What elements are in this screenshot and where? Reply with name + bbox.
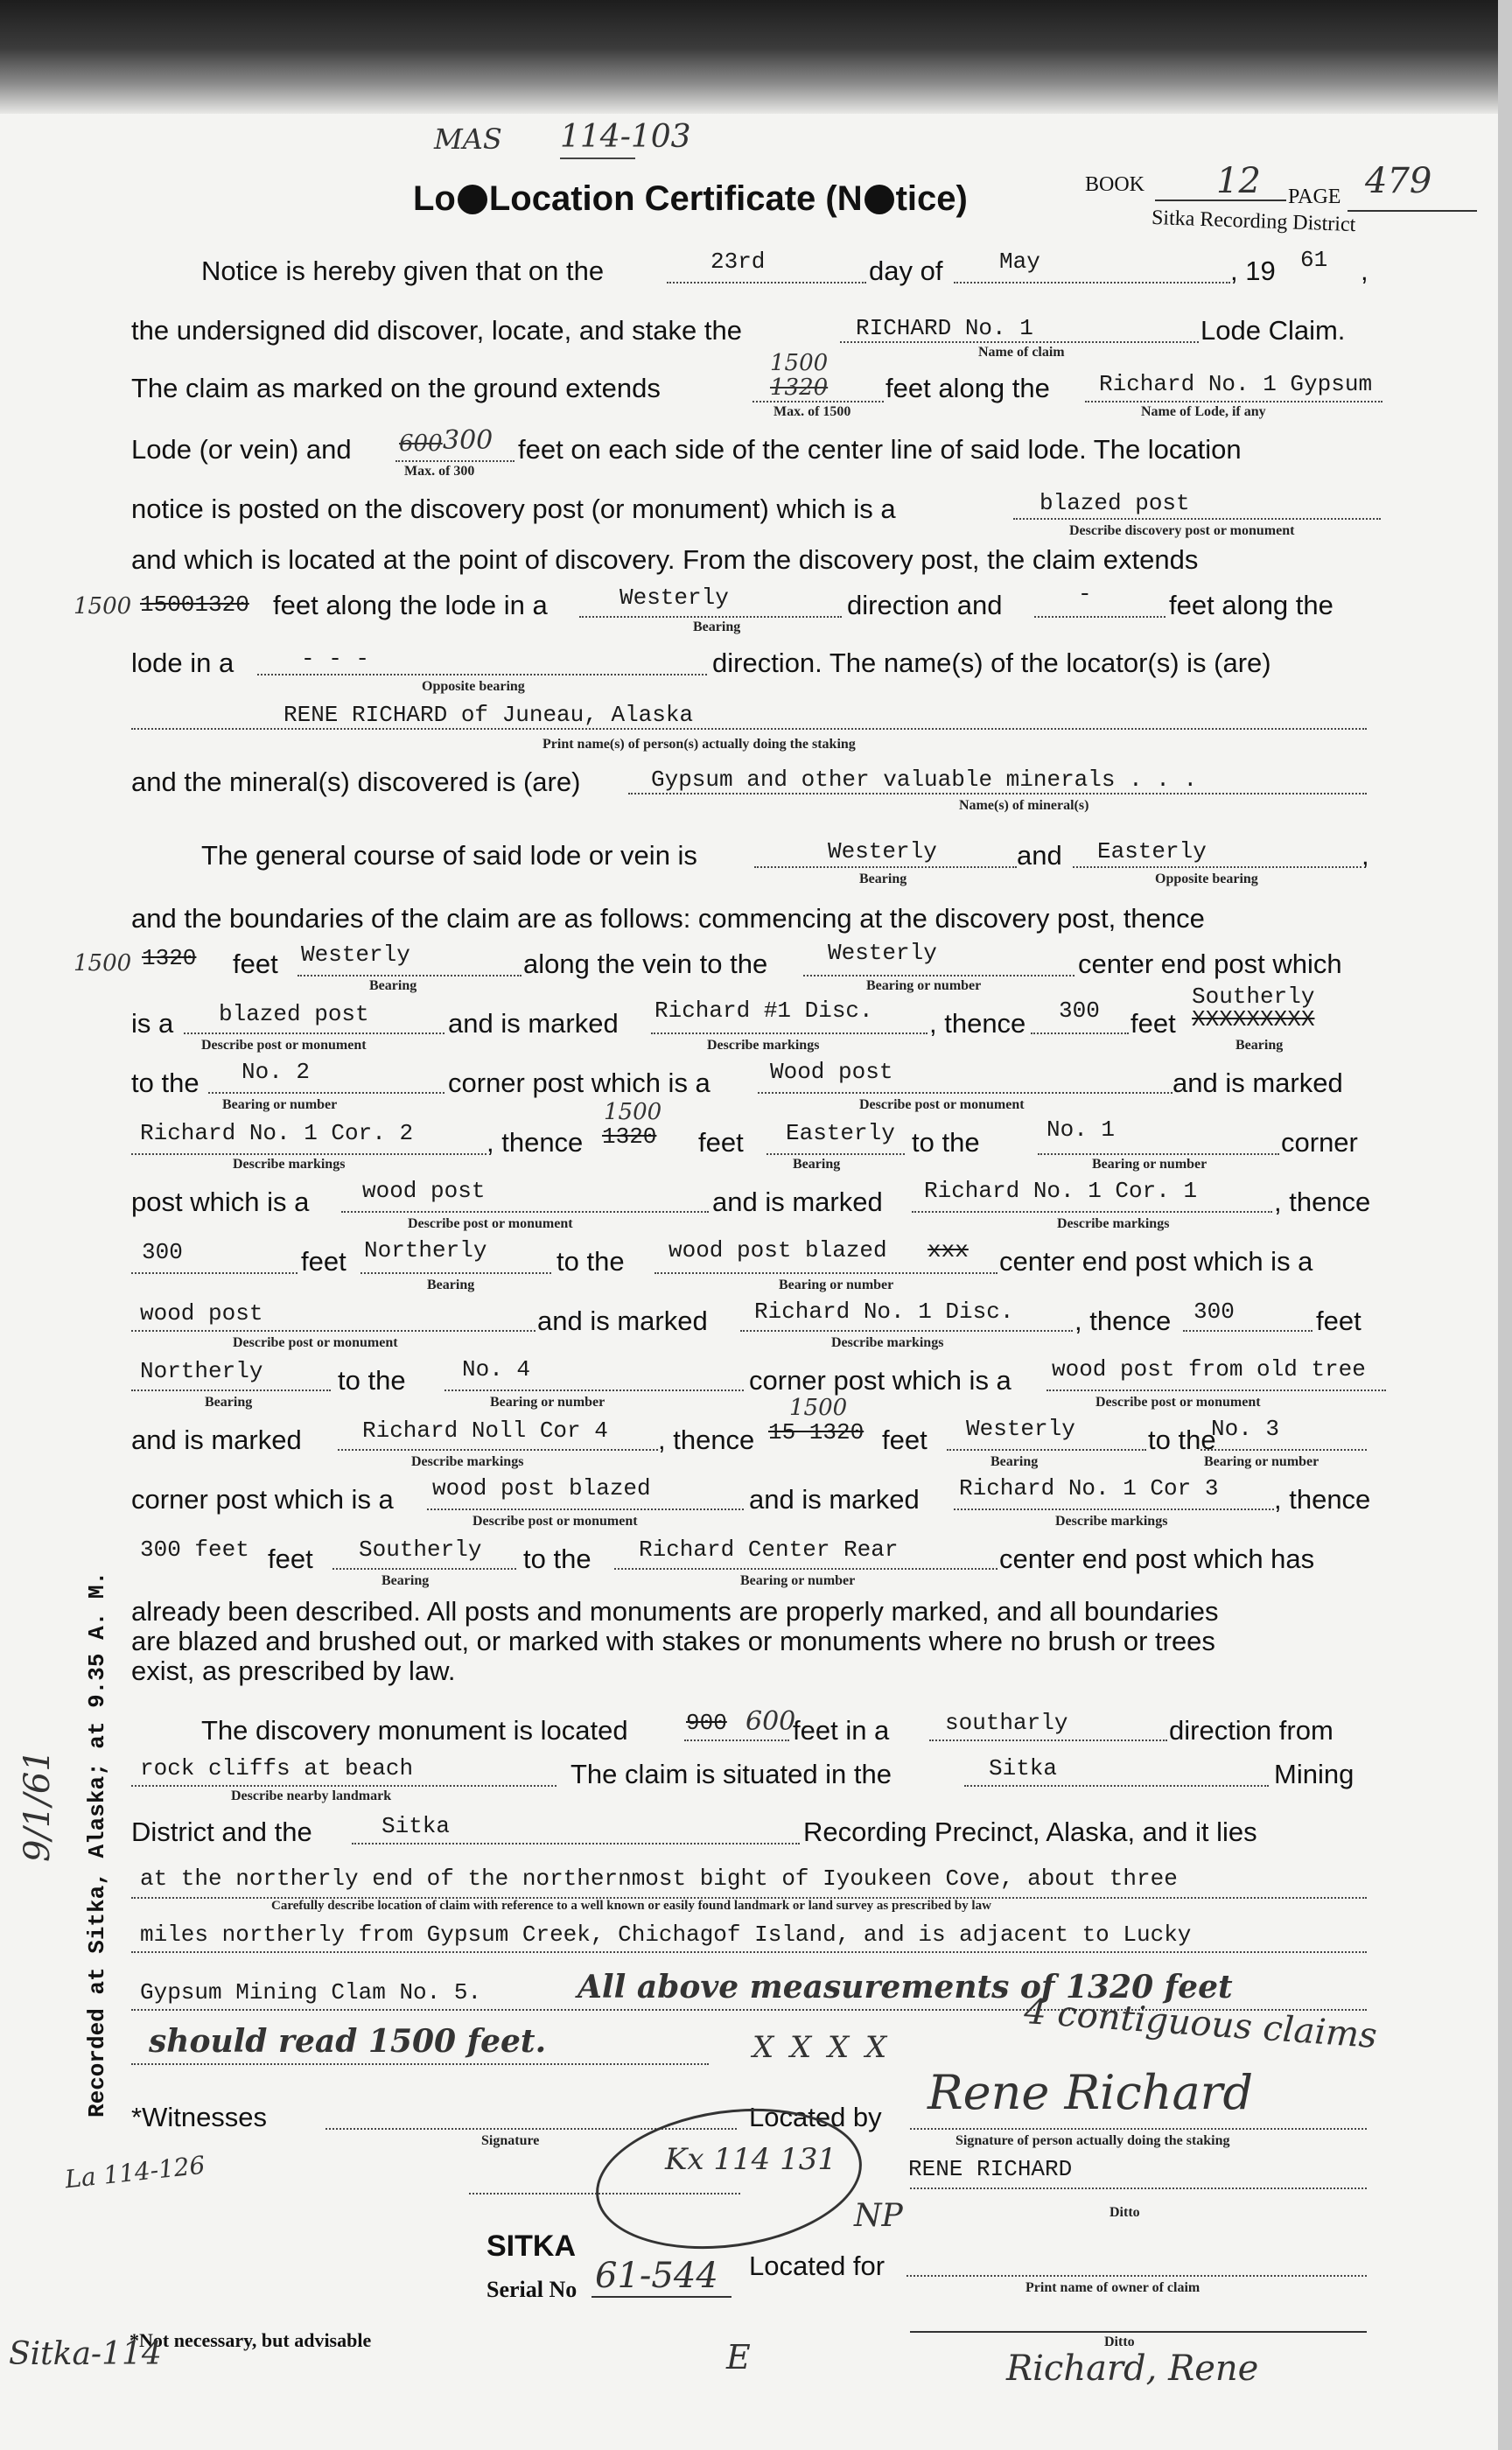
text: to the <box>556 1246 625 1277</box>
text: along the vein to the <box>523 948 768 979</box>
caption: Carefully describe location of claim with reference to a well known or easily found landmark or land survey as prescribed by law <box>271 1899 991 1913</box>
extends-new: 1500 <box>770 350 829 376</box>
r7-post: wood post <box>140 1300 263 1326</box>
blank-line <box>1046 1390 1386 1391</box>
precinct-value: Sitka <box>382 1813 451 1839</box>
blank-line <box>1085 401 1382 402</box>
r10-marking: Richard No. 1 Cor 3 <box>959 1475 1219 1502</box>
blank-line <box>184 1032 444 1034</box>
r4-strike: 1320 <box>602 1124 657 1150</box>
caption: Opposite bearing <box>422 679 525 694</box>
r9-strike: 15 1320 <box>768 1419 864 1446</box>
text: and <box>1017 840 1062 871</box>
text: Lode (or vein) and <box>131 434 352 465</box>
locator: RENE RICHARD of Juneau, Alaska <box>284 702 694 728</box>
ext-hand: 1500 <box>74 593 132 620</box>
footnote: *Not necessary, but advisable <box>130 2329 372 2351</box>
blank-line <box>1073 866 1362 868</box>
locator-signature: Rene Richard <box>928 2065 1254 2120</box>
r4-marking: Richard No. 1 Cor. 2 <box>140 1120 414 1146</box>
blank-line <box>1031 1032 1129 1034</box>
blank-line <box>684 1740 789 1741</box>
page-line <box>1348 210 1477 212</box>
text: to the <box>131 1068 200 1098</box>
disc-strike: 900 <box>686 1710 727 1736</box>
caption: Signature of person actually doing the staking <box>956 2133 1230 2148</box>
blank-line <box>1200 1449 1367 1451</box>
width-old: 600 <box>399 430 443 457</box>
handwritten-correction: All above measurements of 1320 feet <box>578 1969 1233 2006</box>
text: center end post which is a <box>999 1246 1313 1277</box>
day-value: 23rd <box>710 248 766 275</box>
caption: Bearing <box>382 1573 430 1588</box>
r2-feet: 300 <box>1059 998 1100 1024</box>
mas-underline <box>560 158 635 159</box>
serial-label: Serial No <box>486 2277 578 2302</box>
caption: Bearing or number <box>779 1278 894 1292</box>
text: , thence <box>1074 1306 1172 1336</box>
r9-bearing: Westerly <box>966 1416 1075 1442</box>
r2-strike: XXXXXXXXX <box>1192 1006 1315 1032</box>
text: feet in a <box>793 1715 890 1746</box>
blank-line <box>654 1272 998 1274</box>
text: direction from <box>1169 1715 1334 1746</box>
blank-line <box>964 1785 1269 1787</box>
text: and is marked <box>448 1008 619 1039</box>
text: feet along the <box>1169 590 1334 620</box>
blank-line <box>1034 616 1166 618</box>
comma: , <box>1362 840 1369 871</box>
page-label: PAGE <box>1288 186 1341 208</box>
blank-line <box>257 674 707 676</box>
r2-bearing: Southerly <box>1192 984 1315 1010</box>
blank-line <box>332 1568 516 1570</box>
blank-line <box>954 1508 1274 1510</box>
r5-post: wood post <box>362 1178 486 1204</box>
blank-line <box>947 1449 1146 1451</box>
undersigned-text: the undersigned did discover, locate, and stake the <box>131 315 742 346</box>
comma: , <box>1361 256 1368 286</box>
caption: Bearing <box>1236 1038 1284 1053</box>
r1-hand: 1500 <box>74 950 132 976</box>
text: feet along the lode in a <box>273 590 548 620</box>
blank-line <box>1013 518 1381 520</box>
text: and which is located at the point of discovery. From the discovery post, the claim extends <box>131 544 1199 575</box>
np-mark: NP <box>854 2198 903 2234</box>
caption: Describe post or monument <box>233 1335 398 1350</box>
witnesses-label: *Witnesses <box>131 2102 268 2132</box>
caption: Describe post or monument <box>1096 1395 1261 1410</box>
blank-line <box>131 1785 556 1787</box>
book-value: 12 <box>1216 161 1261 201</box>
r10-post: wood post blazed <box>432 1475 651 1502</box>
width-new: 300 <box>443 425 494 456</box>
location-line-3: Gypsum Mining Clam No. 5. <box>140 1979 482 2006</box>
minerals: Gypsum and other valuable minerals . . . <box>651 766 1198 793</box>
text: to the <box>1148 1424 1216 1455</box>
text: , thence <box>658 1424 755 1455</box>
r3-corner: No. 2 <box>242 1059 311 1085</box>
scan-shadow-strip <box>0 0 1498 114</box>
bottom-mark: E <box>726 2338 751 2376</box>
blank-line <box>208 1092 444 1094</box>
signature-line <box>910 2128 1367 2130</box>
text: and the mineral(s) discovered is (are) <box>131 766 581 797</box>
r6-feet: 300 <box>142 1239 183 1265</box>
caption: Name of Lode, if any <box>1141 404 1266 419</box>
disc-dir: southarly <box>945 1710 1068 1736</box>
text: and the boundaries of the claim are as follows: commencing at the discovery post, thence <box>131 903 1205 934</box>
text: , thence <box>929 1008 1026 1039</box>
landmark: rock cliffs at beach <box>140 1755 414 1782</box>
ditto-line-2 <box>910 2331 1367 2333</box>
text: feet <box>1130 1008 1176 1039</box>
r2-marking: Richard #1 Disc. <box>654 998 873 1024</box>
blank-line <box>651 1032 928 1034</box>
blank-line <box>444 1390 744 1391</box>
day-of: day of <box>869 256 943 286</box>
course-2: Easterly <box>1097 838 1207 864</box>
text: The general course of said lode or vein is <box>201 840 697 871</box>
extends-text: The claim as marked on the ground extends <box>131 373 661 403</box>
caption: Describe post or monument <box>472 1514 638 1529</box>
text: corner post which is a <box>448 1068 710 1098</box>
disc-new: 600 <box>746 1706 796 1737</box>
owner-line <box>906 2275 1367 2277</box>
caption: Name(s) of mineral(s) <box>959 798 1089 813</box>
mas-label: MAS <box>434 122 502 156</box>
recorded-date: 9/1/61 <box>18 1749 58 1862</box>
claim-name: RICHARD No. 1 <box>856 315 1033 341</box>
text: The discovery monument is located <box>201 1715 628 1746</box>
located-for-label: Located for <box>749 2250 886 2281</box>
blank-line <box>131 1951 1367 1953</box>
text: feet <box>268 1544 313 1574</box>
r9-hand: 1500 <box>789 1395 848 1421</box>
text: exist, as prescribed by law. <box>131 1656 456 1686</box>
blank-line <box>954 282 1230 284</box>
r4-corner: No. 1 <box>1046 1116 1116 1143</box>
caption: Bearing <box>990 1454 1039 1469</box>
blank-line <box>341 1211 709 1213</box>
caption: Bearing <box>205 1395 253 1410</box>
text: Recording Precinct, Alaska, and it lies <box>803 1816 1257 1847</box>
blank-line <box>1038 1153 1279 1155</box>
blank-line <box>1183 1330 1312 1332</box>
text: , thence <box>1274 1186 1371 1217</box>
r4-hand: 1500 <box>604 1099 662 1125</box>
caption: Print name of owner of claim <box>1026 2280 1200 2295</box>
caption: Bearing or number <box>1204 1454 1320 1469</box>
handwritten-correction: should read 1500 feet. <box>149 2023 547 2060</box>
text: center end post which <box>1078 948 1342 979</box>
punch-hole-icon <box>458 185 487 214</box>
text: and is marked <box>1172 1068 1343 1098</box>
text: and is marked <box>131 1424 302 1455</box>
text: direction and <box>847 590 1003 620</box>
ditto-line <box>910 2188 1367 2189</box>
title: Lo Location Certificate (N tice) <box>413 179 968 218</box>
blank-line <box>614 1568 998 1570</box>
r2-post: blazed post <box>219 1001 369 1027</box>
serial-value: 61-544 <box>595 2256 718 2296</box>
blank-line <box>766 1153 905 1155</box>
caption: Describe post or monument <box>859 1097 1025 1112</box>
location-line-1: at the northerly end of the northernmost bight of Iyoukeen Cove, about three <box>140 1866 1178 1892</box>
caption: Describe post or monument <box>201 1038 367 1053</box>
blank-line <box>840 341 1199 343</box>
text: to the <box>912 1127 980 1158</box>
r11-to: Richard Center Rear <box>639 1536 899 1563</box>
text: feet <box>301 1246 346 1277</box>
handwritten-x-marks: X X X X <box>752 2030 891 2065</box>
r7-marking: Richard No. 1 Disc. <box>754 1298 1014 1325</box>
sitka-label: SITKA <box>486 2230 576 2263</box>
caption: Ditto <box>1104 2334 1135 2349</box>
blank-line <box>338 1449 658 1451</box>
text: and is marked <box>749 1484 920 1515</box>
caption: Describe discovery post or monument <box>1069 523 1295 538</box>
blank-line <box>912 1211 1272 1213</box>
blank-line <box>758 1092 1172 1094</box>
r7-feet: 300 <box>1194 1298 1235 1325</box>
text: lode in a <box>131 648 234 678</box>
caption: Opposite bearing <box>1155 872 1258 886</box>
text: The claim is situated in the <box>570 1759 892 1789</box>
caption: Describe markings <box>707 1038 820 1053</box>
lode-name: Richard No. 1 Gypsum <box>1099 371 1373 397</box>
r6-to: wood post blazed <box>668 1237 887 1264</box>
post-desc: blazed post <box>1040 490 1190 516</box>
serial-line <box>592 2296 732 2298</box>
blank-line <box>579 616 842 618</box>
caption: Max. of 300 <box>404 464 475 479</box>
r9-corner: No. 3 <box>1211 1416 1280 1442</box>
caption: Describe markings <box>831 1335 944 1350</box>
stamp-reference: Kx 114 131 <box>665 2142 836 2177</box>
lode-claim-label: Lode Claim. <box>1200 315 1346 346</box>
blank-line <box>131 1330 536 1332</box>
blank-line <box>740 1330 1073 1332</box>
bottom-right-name: Richard, Rene <box>1006 2348 1259 2389</box>
r8-post: wood post from old tree <box>1052 1356 1366 1382</box>
blank-line <box>131 1390 331 1391</box>
text: to the <box>338 1365 406 1396</box>
caption: Describe markings <box>411 1454 524 1469</box>
text: feet <box>698 1127 744 1158</box>
blank-line <box>929 1740 1167 1741</box>
blank-line <box>427 1508 744 1510</box>
text: and is marked <box>537 1306 708 1336</box>
caption: Bearing or number <box>866 978 982 993</box>
r8-bearing: Northerly <box>140 1358 263 1384</box>
text: feet <box>1316 1306 1362 1336</box>
mas-number: 114-103 <box>560 119 691 155</box>
blank-line <box>667 282 866 284</box>
year-value: 61 <box>1300 247 1328 273</box>
text: are blazed and brushed out, or marked with stakes or monuments where no brush or trees <box>131 1626 1215 1656</box>
text: is a <box>131 1008 174 1039</box>
blank-line <box>352 1843 800 1844</box>
caption: Max. of 1500 <box>774 404 851 419</box>
text: and is marked <box>712 1186 883 1217</box>
blank-line <box>131 728 1367 730</box>
blank-line <box>360 1272 551 1274</box>
caption: Bearing <box>693 620 741 634</box>
caption: Describe post or monument <box>408 1216 573 1231</box>
side-reference: La 114-126 <box>63 2150 206 2194</box>
extends-old: 1320 <box>770 374 829 401</box>
page-value: 479 <box>1365 161 1432 201</box>
punch-hole-icon <box>864 185 894 214</box>
r11-bearing: Southerly <box>359 1536 482 1563</box>
caption: Bearing <box>793 1157 841 1172</box>
r6-bearing: Northerly <box>364 1237 487 1264</box>
bottom-left-note: Sitka-114 <box>9 2336 162 2372</box>
text: notice is posted on the discovery post (or monument) which is a <box>131 494 896 524</box>
caption: Describe markings <box>1057 1216 1170 1231</box>
text: direction. The name(s) of the locator(s) is (are) <box>712 648 1271 678</box>
r3-post: Wood post <box>770 1059 893 1085</box>
caption: Bearing or number <box>1092 1157 1208 1172</box>
recorded-stamp: Recorded at Sitka, Alaska; at 9.35 A. M. <box>84 1571 110 2118</box>
direction-value: Westerly <box>620 584 729 611</box>
blank-line <box>752 401 884 402</box>
blank-line <box>803 975 1074 976</box>
located-by-label: Located by <box>749 2102 882 2132</box>
month-value: May <box>999 248 1040 275</box>
r1-bearing: Westerly <box>301 942 410 968</box>
caption: Bearing or number <box>490 1395 606 1410</box>
text: center end post which has <box>999 1544 1315 1574</box>
text: , thence <box>486 1127 584 1158</box>
text: corner post which is a <box>131 1484 394 1515</box>
blank-line <box>298 975 522 976</box>
blank-line <box>131 1272 298 1274</box>
text: post which is a <box>131 1186 310 1217</box>
text: District and the <box>131 1816 312 1847</box>
blank-line <box>754 866 1017 868</box>
handwritten-contiguous-claims: 4 contiguous claims <box>1022 1991 1379 2057</box>
book-line <box>1155 200 1286 201</box>
r11-feet: 300 feet <box>140 1536 249 1563</box>
caption: Print name(s) of person(s) actually doing the staking <box>542 737 856 752</box>
text: corner <box>1281 1127 1358 1158</box>
caption: Bearing or number <box>222 1097 338 1112</box>
opp-dashes: - - - <box>301 646 370 672</box>
blank-line <box>628 793 1367 794</box>
r1-strike: 1320 <box>142 945 197 971</box>
blank-line <box>131 2063 709 2065</box>
locator-print: RENE RICHARD <box>908 2156 1073 2182</box>
r9-marking: Richard Noll Cor 4 <box>362 1418 608 1444</box>
r5-marking: Richard No. 1 Cor. 1 <box>924 1178 1198 1204</box>
caption: Describe markings <box>1055 1514 1168 1529</box>
r4-bearing: Easterly <box>786 1120 895 1146</box>
caption: Bearing or number <box>740 1573 856 1588</box>
caption: Signature <box>481 2133 540 2148</box>
mining-district: Sitka <box>989 1755 1058 1782</box>
text: already been described. All posts and monuments are properly marked, and all boundaries <box>131 1596 1219 1627</box>
course-1: Westerly <box>828 838 937 864</box>
caption: Bearing <box>369 978 417 993</box>
ext-strike: 15001320 <box>140 592 249 618</box>
text: corner post which is a <box>749 1365 1012 1396</box>
text: to the <box>523 1544 592 1574</box>
caption: Bearing <box>859 872 907 886</box>
text: feet <box>233 948 278 979</box>
year-prefix: , 19 <box>1230 256 1276 286</box>
text: feet along the <box>886 373 1050 403</box>
dash: - <box>1078 581 1092 607</box>
text: , thence <box>1274 1484 1371 1515</box>
caption: Ditto <box>1110 2205 1140 2220</box>
blank-line <box>396 460 514 462</box>
book-label: BOOK <box>1085 173 1145 196</box>
r8-corner: No. 4 <box>462 1356 531 1382</box>
notice-prefix: Notice is hereby given that on the <box>201 256 605 286</box>
location-line-2: miles northerly from Gypsum Creek, Chichagof Island, and is adjacent to Lucky <box>140 1922 1192 1948</box>
district-label: Sitka Recording District <box>1151 206 1356 237</box>
r1-to: Westerly <box>828 940 937 966</box>
caption: Describe nearby landmark <box>231 1788 392 1803</box>
caption: Bearing <box>427 1278 475 1292</box>
r6-strike: xxx <box>928 1237 969 1264</box>
text: Mining <box>1274 1759 1354 1789</box>
caption: Name of claim <box>978 345 1065 360</box>
caption: Describe markings <box>233 1157 346 1172</box>
blank-line <box>131 1153 486 1155</box>
text: feet <box>882 1424 928 1455</box>
text: feet on each side of the center line of said lode. The location <box>518 434 1242 465</box>
